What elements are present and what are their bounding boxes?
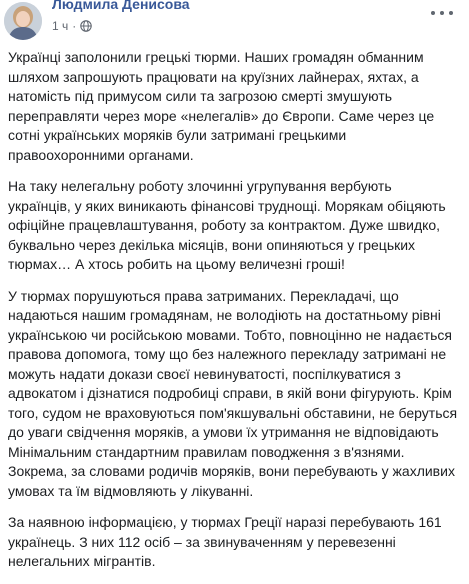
post-paragraph: Українці заполонили грецькі тюрми. Наших громадян обманним шляхом запрошують працювати на круїзних лайнерах, яхтах, а натомість під примусом сили та загрозою смерті змушують переправляти через море «нелегалів» до Європи. Саме через це сотні українських моряків були затримані грецькими правоохоронними органами. xyxy=(8,49,435,163)
author-name-link[interactable]: Людмила Денисова xyxy=(52,0,190,12)
more-dot xyxy=(449,11,453,15)
post-paragraph: На таку нелегальну роботу злочинні угрупування вербують українців, у яких виникають фінансові труднощі. Морякам обіцяють офіційне працевлаштування, роботу за контрактом. Дуже швидко, буквально через декілька місяців, вони опиняються у грецьких тюрмах… А хтось робить на цьому величезні гроші! xyxy=(8,178,446,272)
more-dot xyxy=(431,11,435,15)
post-body xyxy=(8,48,458,584)
author-avatar[interactable] xyxy=(4,2,42,40)
post-timestamp[interactable]: 1 ч xyxy=(52,19,69,33)
post-paragraph: За наявною інформацією, у тюрмах Греції наразі перебувають 161 українець. З них 112 осіб – за звинуваченням у перевезенні нелегальних мігрантів. xyxy=(8,514,442,569)
avatar-image xyxy=(4,2,42,40)
globe-icon[interactable] xyxy=(80,20,92,32)
post-header xyxy=(0,0,469,44)
meta-separator: · xyxy=(72,19,77,33)
more-dot xyxy=(440,11,444,15)
post-meta xyxy=(52,18,92,34)
more-options-icon[interactable] xyxy=(431,6,453,20)
post-paragraph: У тюрмах порушуються права затриманих. Перекладачі, що надаються нашим громадянам, не володіють на достатньому рівні українською чи російською мовами. Тобто, повноцінно не надається правова допомога, тому що без належного перекладу затримані не можуть надати докази своєї невинуватості, поспілкуватися з адвокатом і дізнатися подробиці справи, в якій вони фігурують. Крім того, судом не враховуються пом'якшувальні обставини, не беруться до уваги свідчення моряків, а умови їх утримання не відповідають Мінімальним стандартним правилам поводження з в'язнями. Зокрема, за словами родичів моряків, вони перебувають у жахливих умовах та їм відмовляють у лікуванні. xyxy=(8,287,458,499)
